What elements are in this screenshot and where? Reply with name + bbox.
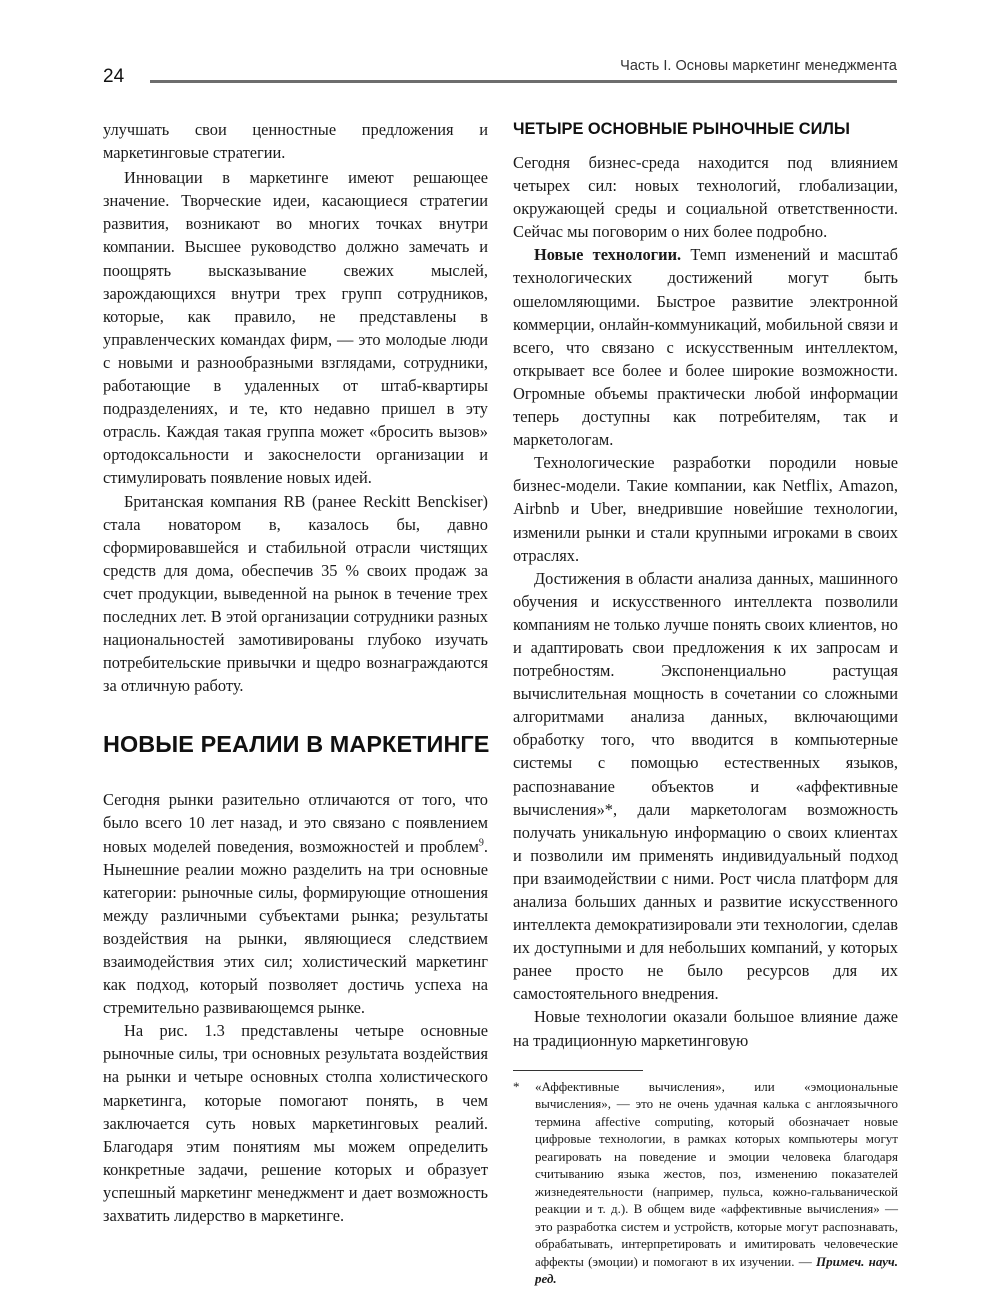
paragraph-four-forces: Сегодня бизнес-среда находится под влиянием четырех сил: новых технологий, глобализации, окружающей среды и социальной ответственности. Сейчас мы поговорим о них более подробно. <box>513 153 898 242</box>
section-heading-new-realities: НОВЫЕ РЕАЛИИ В МАРКЕТИНГЕ <box>103 731 490 758</box>
footnote-body <box>535 1078 898 1288</box>
paragraph-business-models: Технологические разработки породили новые бизнес-модели. Такие компании, как Netflix, Amazon, Airbnb и Uber, внедрившие новейшие технологии, изменили рынки и стали крупными игроками в своих отраслях. <box>513 453 898 565</box>
footnote-mark: * <box>513 1078 520 1094</box>
paragraph-new-technologies <box>513 243 898 451</box>
paragraph-innovations: Инновации в маркетинге имеют решающее значение. Творческие идеи, касающиеся стратегии развития, возникают во многих точках внутри компании. Высшее руководство должно замечать и поощрять высказывание свежих мыслей, зарождающихся внутри трех групп сотрудников, которые, как правило, не представлены в управленческих командах фирм, — это молодые люди с новыми и разнообразными взглядами, сотрудники, работающие в удаленных от штаб-квартиры подразделениях, и те, кто недавно пришел в эту отрасль. Каждая такая группа может «бросить вызов» ортодоксальности и закоснелости организации и стимулировать появление новых идей. <box>103 168 488 488</box>
paragraph-markets-today-text-a: Сегодня рынки разительно отличаются от того, что было всего 10 лет назад, и это связано с появлением новых моделей поведения, возможностей и проблем <box>103 790 488 856</box>
left-column <box>103 118 488 1227</box>
paragraph-traditional-marketing: Новые технологии оказали большое влияние даже на традиционную маркетинговую <box>513 1007 898 1050</box>
footnote <box>513 1078 898 1288</box>
paragraph-data-analytics: Достижения в области анализа данных, машинного обучения и искусственного интеллекта позволили компаниям не только лучше понять своих клиентов, но и адаптировать свои предложения к их запросам и потребностям. Экспоненциально растущая вычислительная мощность в сочетании со сложными алгоритмами анализа данных, включающими обработку того, что вводится в компьютерные системы с помощью естественных языков, распознавание объектов и «аффективные вычисления»*, дали маркетологам возможность получать уникальную информацию о своих клиентах и позволили им применять индивидуальный подход при взаимодействии с ними. Рост числа платформ для анализа больших данных и развитие искусственного интеллекта демократизировали эти технологии, сделав их доступными и для небольших компаний, у которых ранее просто не было ресурсов для их самостоятельного внедрения. <box>513 568 898 1004</box>
header-rule <box>150 80 897 83</box>
right-column <box>513 118 898 1288</box>
running-head: Часть I. Основы маркетинг менеджмента <box>620 58 897 74</box>
paragraph-continuation: улучшать свои ценностные предложения и маркетинговые стратегии. <box>103 120 488 163</box>
footnote-text: «Аффективные вычисления», или «эмоциональные вычисления», — это не очень удачная калька с англоязычного термина affective computing, который обозначает новые цифровые технологии, в рамках которых компьютеры могут реагировать на поведение и эмоции человека благодаря считыванию языка жестов, поз, изменению показателей жизнедеятельности (например, пульса, кожно-гальванической реакции и т. д.). В общем виде «аффективные вычисления» — это разработка систем и устройств, которые могут распознавать, обрабатывать, интерпретировать и имитировать человеческие аффекты (эмоции) и помогают в их изучении. — <box>535 1078 898 1269</box>
page-number: 24 <box>103 66 125 87</box>
paragraph-new-technologies-text: Темп изменений и масштаб технологических достижений могут быть ошеломляющими. Быстрое развитие электронной коммерции, онлайн-коммуникаций, мобильной связи и всего, что связано с искусственным интеллектом, открывает все более и более широкие возможности. Огромные объемы практически любой информации теперь доступны как потребителям, так и маркетологам. <box>513 245 898 450</box>
run-in-heading-new-technologies: Новые технологии. <box>534 245 682 265</box>
paragraph-figure-reference: На рис. 1.3 представлены четыре основные рыночные силы, три основных результата воздействия на рынки и четыре основных столпа холистического маркетинга, которые помогают понять, в чем заключается суть новых маркетинговых реалий. Благодаря этим понятиям мы можем определить конкретные задачи, решение которых и образует успешный маркетинг менеджмент и дает возможность захватить лидерство в маркетинге. <box>103 1021 488 1226</box>
subsection-heading-market-forces: ЧЕТЫРЕ ОСНОВНЫЕ РЫНОЧНЫЕ СИЛЫ <box>513 120 850 138</box>
endnote-ref: 9 <box>478 837 484 849</box>
footnote-signature: Примеч. науч. ред. <box>535 1253 899 1287</box>
footnote-rule <box>513 1070 643 1071</box>
paragraph-rb-company: Британская компания RB (ранее Reckitt Benckiser) стала новатором в, казалось бы, давно сформировавшейся и стабильной отрасли чистящих средств для дома, обеспечив 35 % своих продаж за счет продукции, выведенной на рынок в течение трех последних лет. В этой организации сотрудники разных национальностей замотивированы глубоко изучать потребительские привычки и щедро вознаграждаются за отличную работу. <box>103 491 488 696</box>
paragraph-markets-today-text-b: . Нынешние реалии можно разделить на три основные категории: рыночные силы, формирующие отношения между различными субъектами рынка; результаты воздействия на рынки, являющиеся следствием взаимодействия этих сил; холистический маркетинг как подход, который позволяет достичь успеха на стремительно развивающемся рынке. <box>103 836 488 1018</box>
paragraph-markets-today <box>103 788 488 1019</box>
